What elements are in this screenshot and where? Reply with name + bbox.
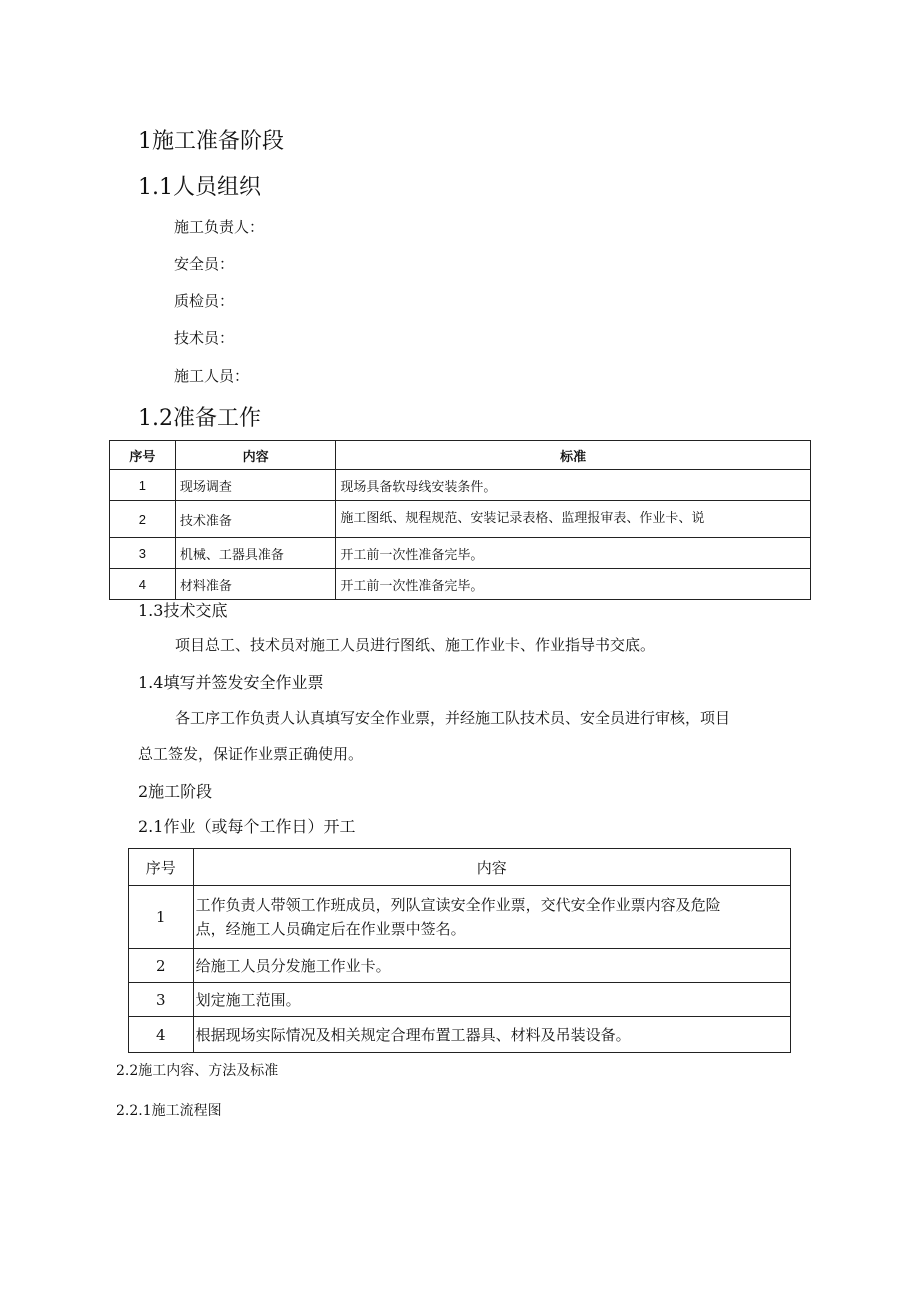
row-content: 材料准备 — [175, 569, 336, 600]
row-no: 1 — [110, 470, 176, 501]
role-technician: 技术员： — [174, 329, 235, 347]
section-1-3-body: 项目总工、技术员对施工人员进行图纸、施工作业卡、作业指导书交底。 — [175, 636, 656, 654]
row-no: 4 — [110, 569, 176, 600]
table-row — [110, 569, 811, 600]
role-safety-officer: 安全员： — [174, 255, 235, 273]
row-standard: 开工前一次性准备完毕。 — [336, 569, 811, 600]
section-1-4-body-line2: 总工签发，保证作业票正确使用。 — [138, 745, 364, 763]
table-row — [110, 501, 811, 538]
row-no: 2 — [110, 501, 176, 538]
row-content: 现场调查 — [175, 470, 336, 501]
table-header-row — [129, 849, 791, 886]
row-content: 技术准备 — [175, 501, 336, 538]
role-project-leader: 施工负责人： — [174, 218, 265, 236]
section-1-2-title: 1.2准备工作 — [138, 406, 261, 431]
section-2-title: 2施工阶段 — [138, 782, 213, 801]
row-no: 4 — [129, 1017, 194, 1053]
table-row — [129, 983, 791, 1017]
row-no: 1 — [129, 886, 194, 949]
section-2-1-title: 2.1作业（或每个工作日）开工 — [138, 817, 356, 836]
section-1-title: 1施工准备阶段 — [138, 129, 284, 154]
section-1-4-body-line1: 各工序工作负责人认真填写安全作业票，并经施工队技术员、安全员进行审核，项目 — [175, 709, 731, 727]
header-content: 内容 — [175, 441, 336, 470]
header-content: 内容 — [193, 849, 790, 886]
role-quality-inspector: 质检员： — [174, 292, 235, 310]
table-header-row — [110, 441, 811, 470]
section-2-2-title: 2.2施工内容、方法及标准 — [116, 1063, 279, 1079]
row-content: 划定施工范围。 — [193, 983, 790, 1017]
table-row — [129, 949, 791, 983]
table-row — [110, 470, 811, 501]
header-standard: 标准 — [336, 441, 811, 470]
role-construction-staff: 施工人员： — [174, 367, 250, 385]
row-no: 3 — [110, 538, 176, 569]
table-row — [129, 1017, 791, 1053]
row-content: 根据现场实际情况及相关规定合理布置工器具、材料及吊装设备。 — [193, 1017, 790, 1053]
section-1-3-title: 1.3技术交底 — [138, 601, 228, 620]
preparation-table — [109, 440, 811, 600]
row-content — [193, 886, 790, 949]
row-content: 机械、工器具准备 — [175, 538, 336, 569]
section-1-4-title: 1.4填写并签发安全作业票 — [138, 673, 324, 692]
section-1-1-title: 1.1人员组织 — [138, 175, 261, 200]
row-content-line2: 点，经施工人员确定后在作业票中签名。 — [195, 920, 466, 938]
row-content: 给施工人员分发施工作业卡。 — [193, 949, 790, 983]
section-2-2-1-title: 2.2.1施工流程图 — [116, 1103, 222, 1119]
row-no: 2 — [129, 949, 194, 983]
row-standard: 现场具备软母线安装条件。 — [336, 470, 811, 501]
table-row — [129, 886, 791, 949]
header-no: 序号 — [129, 849, 194, 886]
table-row — [110, 538, 811, 569]
header-no: 序号 — [110, 441, 176, 470]
row-content-line1: 工作负责人带领工作班成员，列队宣读安全作业票，交代安全作业票内容及危险 — [195, 896, 721, 914]
row-no: 3 — [129, 983, 194, 1017]
row-standard: 施工图纸、规程规范、安装记录表格、监理报审表、作业卡、说 — [336, 501, 811, 538]
row-standard: 开工前一次性准备完毕。 — [336, 538, 811, 569]
startup-table — [128, 848, 791, 1053]
